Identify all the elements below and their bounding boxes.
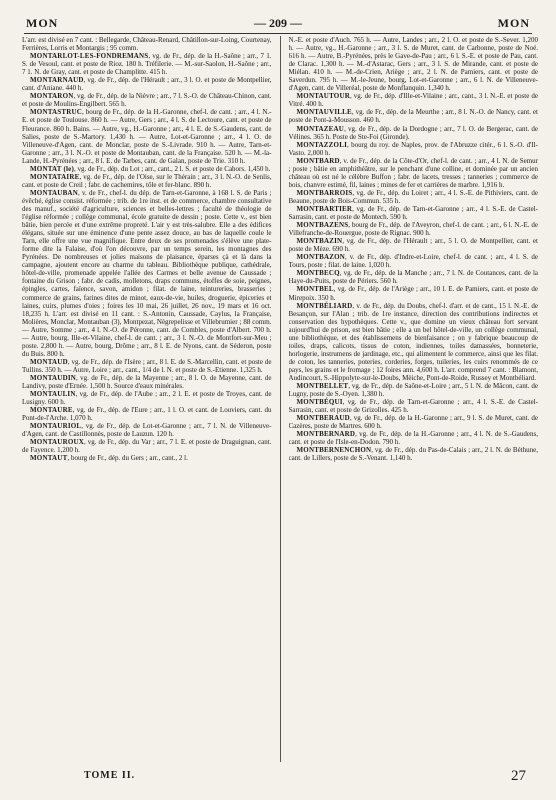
entry-headword: MONTARNAUD [30, 76, 84, 85]
entry-text: , v. de Fr., dép. du Doubs, chef-l. d'arr. et de cant., 15 l. N.-E. de Besançon, sur l'Alan ; trib. de 1re instance, direction des contributions indirectes et conservation des hypothèques. Cette v., que domine un vieux château fort servant aujourd'hui de prison, est bien bâtie ; elle a un bel hôtel-de-ville, un collège communal, une bibliothèque, et des établissemens de bienfaisance ; on y fabrique beaucoup de toiles, draps, calicots, tissus de coton, indiennes, toiles damassées, bonneterie, horlogerie, instrumens de jardinage, etc., qui alimentent le commerce, ainsi que les filat. de coton, les tanneries, poteries, corderies, forges, tuileries, les cuirs renommés de ce pays, les grains et le fromage ; 12 foires ann. 4,600 h. L'arr. comprend 7 cant. : Blamont, Audincourt, S.-Hippolyte-sur-le-Doubs, Mèiche, Pont-de-Roide, Russey et Montbéliard. [288, 301, 538, 382]
dictionary-entry [289, 269, 539, 285]
entry-headword: MONTBARTIER [296, 204, 353, 213]
dictionary-entry [289, 302, 539, 382]
right-column [289, 36, 539, 762]
entry-headword: MONTBÉQUI [296, 398, 343, 407]
dictionary-entry [22, 52, 272, 76]
dictionary-entry [289, 446, 539, 462]
dictionary-entry [289, 141, 539, 157]
entry-text: , vg. de Fr., dép. du Var ; arr., 7 l. E. et poste de Draguignan, cant. de Fayence. 1,200 h. [22, 438, 272, 455]
entry-text: , vg. de Fr., dép. de la Mayenne ; arr., 8 l. O. de Mayenne, cant. de Landivy, poste d'Ernée. 1,500 h. Source d'eaux minérales. [22, 373, 272, 391]
entry-headword: MONTBECQ [296, 269, 340, 278]
dictionary-entry [289, 205, 539, 221]
column-divider [280, 36, 281, 762]
page-footer [24, 768, 532, 788]
entry-headword: MONTAUD [30, 357, 68, 366]
entry-headword: MONTBARD [296, 156, 340, 165]
entry-text: , vg. de Fr., dép. d'Ille-et-Vilaine ; arr., cant., 3 l. N.-E. et poste de Vitré. 400 h. [288, 92, 538, 109]
entry-headword: MONTAULIN [30, 390, 76, 399]
entry-text: , vg. de Fr., dép. de l'Aube ; arr., 2 l. E. et poste de Troyes, cant. de Lusigny. 600 h. [22, 390, 272, 407]
dictionary-entry [22, 92, 272, 108]
entry-text: , vg. de Fr., dép. de l'Oise, sur le Thérain ; arr., 3 l. N.-O. de Senlis, cant. et poste de Creil ; fabr. de cachemires, tôle et fer-blanc. 890 h. [22, 172, 272, 189]
dictionary-entry [289, 108, 539, 124]
entry-text: , bourg de Fr., dép. de l'Aveyron, chef-l. de cant. ; arr., 6 l. N.-E. de Villefranche-de-Rouergue, poste de Rignac. 900 h. [288, 221, 538, 238]
dictionary-entry [289, 221, 539, 237]
entry-text: , vg. de Fr., dép. de Tarn-et-Garonne ; arr., 4 l. S.-E. de Castel-Sarrasin, cant. et poste de Grizolles. 425 h. [288, 398, 538, 415]
entry-headword: MONTAUTOUR [296, 92, 350, 101]
entry-text: , vg. de Fr., dép. de la Nièvre ; arr., 7 l. S.-O. de Château-Chinon, cant. et poste de Moulins-Engilbert. 565 h. [22, 92, 272, 109]
entry-headword: MONTAUBAN [30, 188, 78, 197]
entry-headword: MONTBAZON [296, 253, 345, 262]
entry-headword: MONTAZEAU [296, 124, 345, 133]
entry-text: , vg. de Fr., dép. de Lot-et-Garonne ; arr., 7 l. N. de Villeneuve-d'Agen, cant. de Castillonnès, poste de Lauzun. 120 h. [22, 422, 272, 439]
left-column [22, 36, 272, 762]
dictionary-entry [289, 189, 539, 205]
dictionary-columns [22, 36, 538, 762]
dictionary-entry [22, 36, 272, 52]
dictionary-entry [22, 108, 272, 164]
entry-text: , vg. de Fr., dép. de la H.-Garonne ; arr., 9 l. S. de Muret, cant. de Cazères, poste de Martres. 600 h. [288, 414, 538, 431]
entry-headword: MONTAUDIN [30, 373, 77, 382]
dictionary-entry [22, 165, 272, 173]
entry-headword: MONTASTRUC [30, 108, 83, 117]
dictionary-entry [289, 285, 539, 301]
dictionary-entry [289, 398, 539, 414]
dictionary-entry [22, 374, 272, 390]
entry-headword: MONTARON [30, 92, 74, 101]
entry-text: , vg. de Fr., dép. de l'Ariège ; arr., 10 l. E. de Pamiers, cant. et poste de Mirepoix. 350 h. [288, 285, 538, 302]
entry-text: , v. de Fr., dép. d'Indre-et-Loire, chef-l. de cant. ; arr., 4 l. S. de Tours, poste ; filat. de laine. 1,020 h. [288, 253, 538, 270]
entry-headword: MONTARLOT-LES-FONDREMANS [30, 52, 149, 61]
entry-text: , bourg de Fr., dép. du Gers ; arr., cant., 2 l. [67, 454, 188, 463]
entry-headword: MONTBELLET [296, 382, 349, 391]
entry-text: L'arr. est divisé en 7 cant. : Bellegarde, Château-Renard, Châtillon-sur-Loing, Courtenay, Ferrières, Lorris et Montargis ; 95 comm. [22, 36, 272, 53]
entry-headword: MONTBAZENS [296, 221, 349, 230]
entry-text: , vg. de Fr., dép. de la H.-Saône ; arr., 7 1. S. de Vesoul, cant. et poste de Rioz. 180 h. Tréfilerie. — M.-sur-Saolon, H.-Saône ; arr., 7 1. N. de Gray, cant. et poste de Champlitte. 415 h. [22, 52, 272, 77]
dictionary-entry [289, 157, 539, 189]
dictionary-entry [22, 422, 272, 438]
entry-headword: MONTBERNARD [296, 430, 356, 439]
entry-text: , vg. de Fr., dép. du Pas-de-Calais ; arr., 2 l. N. de Béthune, cant. de Lillers, poste de S.-Venant. 1,140 h. [288, 446, 538, 463]
entry-text: , v. de Fr., chef-l. du dép. de Tarn-et-Garonne, à 168 l. S. de Paris ; évêché, église consist. réformée ; trib. de 1re inst. et de commerce, chambre consultative des manuf., société d'agriculture, sciences et belles-lettres ; faculté de théologie de l'église réformée ; collège communal, école gratuite de dessin ; poste. Cette v., est bien bâtie, bien percée et d'une extrême propreté. L'air y est très-salubre. Elle a des édifices élégans, située sur une éminence d'une pente assez douce, au bas de laquelle coule le Tarn, elle offre une vue magnifique. Entre deux de ses promenades s'élève une plate-forme dite la Falaise, d'où l'on découvre, par un temps serein, les montagnes des Pyrénées. De nombreuses et jolies maisons de plaisance, éparses çà et là dans la campagne, ajoutent encore au charme du tableau. Bibliothèque publique, cathédrale, hôtel-de-ville, promenade appelée l'allée des Carmes et belle avenue de Caussade ; fontaine du Grison ; fabr. de cadis, molletons, draps communs, étoffes de soie, peignes, épingles, cartes, faïence, savon, amidon ; filat. de laine, teintureries, brasseries ; commerce de grains, farines dites de minot, eaux-de-vie, huiles, droguerie, épiceries et laines, cuirs, plumes d'oies ; foires les 10 mai, 26 juillet, 26 nov., 19 mars et 16 oct. 18,235 h. L'arr. est divisé en 11 cant. : S.-Antonin, Caussade, Caylus, la Française, Molières, Monclar, Montauban (3), Montpezat, Nègrepelisse et Villebrumier ; 88 comm. — Autre, Somme ; arr., 4 l. N.-O. de Péronne, cant. de Combles, poste d'Albert. 700 h. — Autre, bourg, Ille-et-Vilaine, chef-l. de cant. ; arr., 3 l. N.-O. de Montfort-sur-Meu ; poste. 2,800 h. — Autre, bourg, Drôme ; arr., 8 l. E. de Nyons, cant. de Séderon, poste du Buis. 800 h. [22, 188, 272, 358]
dictionary-entry [22, 76, 272, 92]
entry-headword: MONTBEL [296, 285, 334, 294]
entry-text: , vg. de Fr., dép. du Lot ; arr., cant., 2 l. S. et poste de Cahors. 1,450 h. [74, 164, 271, 173]
entry-headword: MONTAUT [30, 454, 68, 463]
entry-headword: MONTAURE [30, 406, 73, 415]
entry-headword: MONTBERAUD [296, 414, 350, 423]
entry-text: , vg. de Fr., dép. de la H.-Garonne ; arr., 4 l. N. de S.-Gaudens, cant. et poste de l'Isle-en-Dodon. 790 h. [288, 430, 538, 447]
entry-text: , bourg de Fr., dép. de la H.-Garonne, chef-l. de cant. ; arr., 4 l. N.-E. et poste de Toulouse. 860 h. — Autre, Gers ; arr., 4 l. S. de Lectoure, cant. et poste de Fleurance. 860 h. Bains. — Autre, vg., H.-Garonne ; arr., 4 l. E. de S.-Gaudens, cant. de Salies, poste de S.-Martory. 1,430 h. — Autre, Lot-et-Garonne ; arr., 4 l. O. de Villeneuve-d'Agen, cant. de Monclar, poste de S.-Livrade. 910 h. — Autre, Tarn-et-Garonne ; arr., 3 l. N.-O. et poste de Montauban, cant. de la Française. 520 h. — M.-la-Lande, H.-Pyrénées ; arr., 8 l. E. de Tarbes, cant. de Galan, poste de Trie. 310 h. [22, 108, 272, 165]
entry-headword: MONTAUVILLE [296, 108, 352, 117]
dictionary-entry [22, 454, 272, 462]
running-head-right: MON [497, 16, 530, 30]
entry-text: , vg. de Fr., dép. du Loiret ; arr., 4 l. S.-E. de Pithiviers, cant. de Beaune, poste de Bois-Commun. 535 h. [288, 188, 538, 205]
entry-headword: MONTAT (le) [30, 164, 74, 173]
entry-text: , vg. de Fr., dép. de l'Isère ; arr., 8 l. E. de S.-Marcellin, cant. et poste de Tullins. 350 h. — Autre, Loire ; arr., cant., 1/4 de l. N. et poste de S.-Etienne. 1,325 h. [22, 357, 272, 374]
dictionary-entry [289, 414, 539, 430]
dictionary-entry [289, 253, 539, 269]
dictionary-entry [289, 92, 539, 108]
entry-text: , vg. de Fr., dép. de l'Hérault ; arr., 5 l. O. de Montpellier, cant. et poste de Mèze. 690 h. [288, 237, 538, 254]
entry-text: , v. de Fr., dép. de la Côte-d'Or, chef-l. de cant. ; arr., 4 l. N. de Semur ; poste ; bâtie en amphithéâtre, sur le penchant d'une colline, et dominée par un ancien château où est né le célèbre Buffon ; fabr. de lacets, tresses ; tanneries ; commerce de bois, chanvre estimé, fil, laines ; mines de fer et carrières de marbre. 1,916 h. [288, 156, 538, 189]
entry-text: , vg. de Fr., dép. de Tarn-et-Garonne ; arr., 4 l. S.-E. de Castel-Sarrasin, cant. et poste de Montech. 590 h. [288, 204, 538, 222]
entry-text: , vg. de Fr., dép. de la Meurthe ; arr., 8 l. N.-O. de Nancy, cant. et poste de Pont-à-Mousson. 460 h. [288, 108, 538, 125]
dictionary-entry [22, 406, 272, 422]
dictionary-entry [22, 189, 272, 358]
entry-headword: MONTBERNENCHON [296, 446, 372, 455]
page-header [24, 14, 532, 32]
dictionary-entry [289, 36, 539, 92]
entry-headword: MONTAZZOLI [296, 140, 347, 149]
dictionary-entry [289, 237, 539, 253]
dictionary-entry [289, 430, 539, 446]
volume-label: TOME II. [84, 770, 136, 781]
entry-text: , vg. de Fr., dép. de la Dordogne ; arr., 7 l. O. de Bergerac, cant. de Vélines. 365 h. Poste de Ste-Foi (Gironde). [288, 124, 538, 141]
dictionary-entry [22, 173, 272, 189]
entry-headword: MONTAURIOL [30, 422, 82, 431]
running-head-left: MON [26, 16, 59, 30]
dictionary-entry [289, 382, 539, 398]
entry-headword: MONTBARROIS [296, 188, 353, 197]
dictionary-entry [22, 358, 272, 374]
entry-headword: MONTBAZIN [296, 237, 343, 246]
dictionary-entry [289, 125, 539, 141]
entry-headword: MONTATAIRE [30, 172, 80, 181]
header-rule [24, 33, 532, 34]
signature-mark: 27 [511, 768, 526, 784]
dictionary-entry [22, 390, 272, 406]
entry-headword: MONTAUROUX [30, 438, 84, 447]
entry-text: , vg. de Fr., dép. de l'Eure ; arr., 1 l. O. et cant. de Louviers, cant. du Pont-de-l'Arche. 1,070 h. [22, 406, 272, 423]
entry-text: N.-E. et poste d'Auch. 765 h. — Autre, Landes ; arr., 2 l. O. et poste de S.-Sever. 1,200 h. — Autre, vg., H.-Garonne ; arr., 3 l. S. de Muret, cant. de Carbonne, poste de Noé. 616 h. — Autre, B.-Pyrénées, près le Gave-de-Pau ; arr., 6 l. S.-E. et poste de Pau, cant. de Clarac. 1,300 h. — M.-d'Astarac, Gers ; arr., 3 l. S. de Mirande, cant. et poste de Miélan. 410 h. — M.-de-Crien, Ariège ; arr., 2 l. N. de Pamiers, cant. et poste de Saverdun. 795 h. — M.-le-Jeune, bourg, Lot-et-Garonne ; arr., 6 l. N. de Villeneuve-d'Agen, cant. de Villeréal, poste de Monflanquin. 1,340 h. [288, 36, 538, 93]
dictionary-entry [22, 438, 272, 454]
entry-text: , vg. de Fr., dép. de l'Hérault ; arr., 3 l. O. et poste de Montpellier, cant. d'Aniane. 440 h. [22, 76, 272, 93]
entry-text: , bourg du roy. de Naples, prov. de l'Abruzze citér., 6 l. S.-O. d'Il-Vasto. 2,000 h. [288, 140, 538, 157]
entry-headword: MONTBÉLIARD [296, 301, 353, 310]
page-number: — 209 — [254, 16, 302, 30]
entry-text: , vg. de Fr., dép. de la Manche ; arr., 7 l. N. de Coutances, cant. de la Haye-du-Puits, poste de Périers. 560 h. [288, 269, 538, 286]
entry-text: , vg. de Fr., dép. de Saône-et-Loire ; arr., 5 l. N. de Mâcon, cant. de Lugny, poste de S.-Oyen. 1,380 h. [288, 382, 538, 399]
